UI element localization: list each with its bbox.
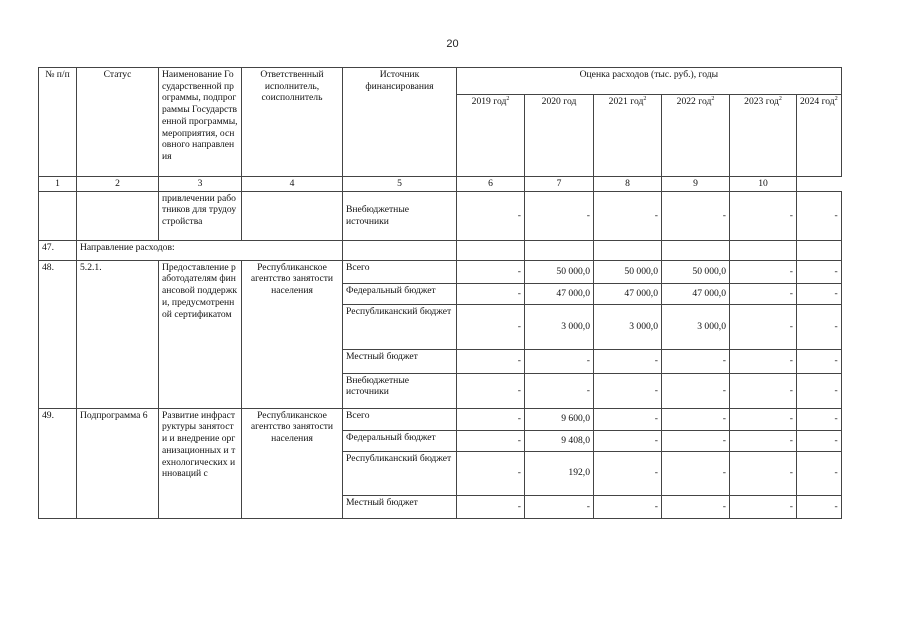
value-cell: 47 000,0 — [525, 283, 594, 304]
value-cell: - — [730, 283, 797, 304]
value-cell: - — [662, 430, 730, 451]
value-cell: - — [730, 451, 797, 495]
table-row — [39, 408, 842, 430]
value-cell: - — [730, 260, 797, 283]
empty-cell — [39, 191, 77, 240]
value-cell: - — [797, 191, 842, 240]
header-name: Наименование Государственной программы, подпрограммы Государственной программы, мероприятия, основного направления — [159, 68, 242, 177]
column-number: 2 — [77, 177, 159, 192]
source-label: Республиканский бюджет — [343, 451, 457, 495]
empty-cell — [662, 240, 730, 260]
value-cell: - — [730, 304, 797, 349]
header-row — [39, 68, 842, 95]
value-cell: - — [797, 304, 842, 349]
row-responsible: Республиканское агентство занятости населения — [242, 260, 343, 408]
value-cell: 9 600,0 — [525, 408, 594, 430]
header-status: Статус — [77, 68, 159, 177]
header-year-label: 2019 год — [471, 96, 507, 108]
value-cell: - — [662, 373, 730, 408]
header-responsible: Ответственный исполнитель, соисполнитель — [242, 68, 343, 177]
value-cell: - — [797, 283, 842, 304]
header-num: № п/п — [39, 68, 77, 177]
value-cell: 3 000,0 — [594, 304, 662, 349]
page-number: 20 — [446, 38, 459, 50]
table-row — [39, 191, 842, 240]
column-number: 10 — [730, 177, 797, 192]
header-year — [730, 95, 797, 177]
value-cell: 50 000,0 — [594, 260, 662, 283]
value-cell: - — [594, 451, 662, 495]
value-cell: - — [525, 349, 594, 373]
value-cell: - — [594, 495, 662, 518]
source-label: Внебюджетные источники — [343, 373, 457, 408]
column-numbers-row — [39, 177, 842, 192]
value-cell: - — [797, 451, 842, 495]
header-estimate: Оценка расходов (тыс. руб.), годы — [457, 68, 842, 95]
value-cell: - — [730, 349, 797, 373]
column-number: 1 — [39, 177, 77, 192]
row-number: 47. — [39, 240, 77, 260]
row-number: 48. — [39, 260, 77, 408]
value-cell: - — [662, 451, 730, 495]
value-cell: - — [525, 191, 594, 240]
value-cell: - — [662, 191, 730, 240]
column-number: 4 — [242, 177, 343, 192]
source-label: Всего — [343, 260, 457, 283]
value-cell: - — [457, 260, 525, 283]
table-row — [39, 240, 842, 260]
source-label: Внебюджетные источники — [343, 191, 457, 240]
header-year — [594, 95, 662, 177]
column-number: 7 — [525, 177, 594, 192]
value-cell: - — [594, 191, 662, 240]
header-year — [797, 95, 842, 177]
value-cell: - — [457, 430, 525, 451]
value-cell: - — [594, 430, 662, 451]
value-cell: - — [457, 304, 525, 349]
value-cell: - — [797, 430, 842, 451]
header-year-footnote: 2 — [834, 96, 838, 102]
header-year-footnote: 2 — [778, 96, 782, 102]
column-number: 9 — [662, 177, 730, 192]
header-year — [457, 95, 525, 177]
value-cell: 192,0 — [525, 451, 594, 495]
source-label: Республиканский бюджет — [343, 304, 457, 349]
header-year-label: 2022 год — [676, 96, 712, 108]
value-cell: - — [525, 495, 594, 518]
source-label: Всего — [343, 408, 457, 430]
value-cell: - — [457, 495, 525, 518]
value-cell: - — [730, 430, 797, 451]
value-cell: - — [797, 495, 842, 518]
column-number: 6 — [457, 177, 525, 192]
source-label: Федеральный бюджет — [343, 430, 457, 451]
value-cell: - — [457, 451, 525, 495]
value-cell: - — [730, 191, 797, 240]
value-cell: 3 000,0 — [662, 304, 730, 349]
column-number: 5 — [343, 177, 457, 192]
empty-cell — [797, 240, 842, 260]
header-year-label: 2023 год — [744, 96, 779, 108]
empty-cell — [525, 240, 594, 260]
value-cell: - — [594, 373, 662, 408]
value-cell: 50 000,0 — [525, 260, 594, 283]
value-cell: - — [457, 408, 525, 430]
empty-cell — [77, 191, 159, 240]
value-cell: - — [662, 495, 730, 518]
header-year-footnote: 2 — [643, 96, 647, 102]
direction-label: Направление расходов: — [77, 240, 343, 260]
value-cell: - — [525, 373, 594, 408]
table-row — [39, 260, 842, 283]
row-name: привлечении работников для трудоустройства — [159, 191, 242, 240]
empty-cell — [457, 240, 525, 260]
value-cell: - — [662, 349, 730, 373]
empty-cell — [343, 240, 457, 260]
value-cell: - — [730, 373, 797, 408]
empty-cell — [594, 240, 662, 260]
header-year-label: 2024 год — [800, 96, 835, 108]
value-cell: - — [457, 283, 525, 304]
value-cell: - — [730, 408, 797, 430]
value-cell: - — [457, 373, 525, 408]
value-cell: - — [730, 495, 797, 518]
header-source: Источник финансирования — [343, 68, 457, 177]
value-cell: 50 000,0 — [662, 260, 730, 283]
value-cell: - — [457, 349, 525, 373]
row-name: Предоставление работодателям финансовой поддержки, предусмотренной сертификатом — [159, 260, 242, 408]
value-cell: 47 000,0 — [662, 283, 730, 304]
source-label: Федеральный бюджет — [343, 283, 457, 304]
budget-table — [38, 67, 842, 519]
value-cell: - — [594, 408, 662, 430]
header-year — [662, 95, 730, 177]
value-cell: 3 000,0 — [525, 304, 594, 349]
row-status: 5.2.1. — [77, 260, 159, 408]
header-year-label: 2020 год — [541, 96, 577, 107]
value-cell: - — [457, 191, 525, 240]
row-number: 49. — [39, 408, 77, 518]
column-number: 3 — [159, 177, 242, 192]
header-year-footnote: 2 — [506, 96, 510, 102]
source-label: Местный бюджет — [343, 495, 457, 518]
column-number: 8 — [594, 177, 662, 192]
row-responsible: Республиканское агентство занятости населения — [242, 408, 343, 518]
row-status: Подпрограмма 6 — [77, 408, 159, 518]
header-year — [525, 95, 594, 177]
value-cell: - — [797, 373, 842, 408]
value-cell: - — [662, 408, 730, 430]
value-cell: - — [594, 349, 662, 373]
empty-cell — [242, 191, 343, 240]
value-cell: 47 000,0 — [594, 283, 662, 304]
value-cell: - — [797, 408, 842, 430]
row-name: Развитие инфраструктуры занятости и внедрение организационных и технологических инноваций с — [159, 408, 242, 518]
source-label: Местный бюджет — [343, 349, 457, 373]
header-year-footnote: 2 — [711, 96, 715, 102]
value-cell: - — [797, 260, 842, 283]
header-year-label: 2021 год — [608, 96, 644, 108]
value-cell: - — [797, 349, 842, 373]
empty-cell — [730, 240, 797, 260]
value-cell: 9 408,0 — [525, 430, 594, 451]
